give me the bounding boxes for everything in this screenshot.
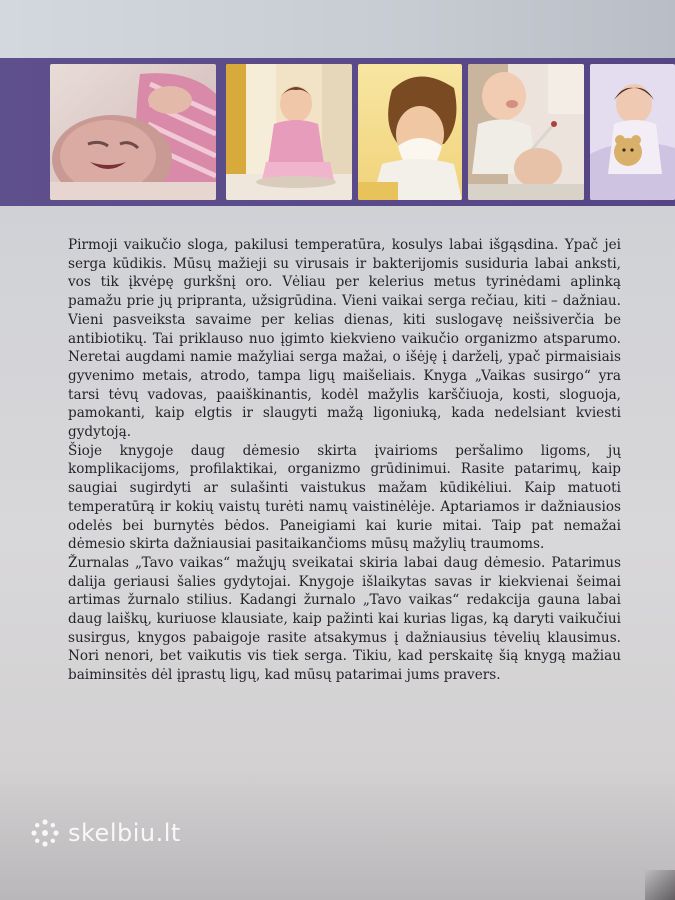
book-description (68, 236, 621, 685)
watermark-dots-icon (30, 818, 60, 848)
cover-top-edge (0, 0, 675, 58)
toddler-in-pink-photo (226, 64, 352, 200)
cover-corner-shadow (645, 870, 675, 900)
baby-with-thermometer-photo (468, 64, 584, 200)
description-paragraph-1: Pirmoji vaikučio sloga, pakilusi temperatūra, kosulys labai išgąsdina. Ypač jei serga kūdikis. Mūsų mažieji su virusais ir bakterijomis susiduria labai anksti, vos tik įkvėpę gurkšnį oro. Vėliau per kelerius metus tyrinėdami aplinką pamažu prie jų pripranta, užsigrūdina. Vieni vaikai serga rečiau, kiti – dažniau. Vieni pasveiksta savaime per kelias dienas, kiti suslogavę neišsiverčia be antibiotikų. Tai priklauso nuo įgimto kiekvieno vaikučio organizmo atsparumo. Neretai augdami namie mažyliai serga mažai, o išėję į darželį, ypač pirmaisiais gyvenimo metais, atrodo, tampa ligų maišeliais. Knyga „Vaikas susirgo“ yra tarsi tėvų vadovas, paaiškinantis, kodėl mažylis karščiuoja, kosti, sloguoja, pamokanti, kaip elgtis ir slaugyti mažą ligoniuką, kada nedelsiant kviesti gydytoją. (68, 237, 621, 441)
baby-with-teddy-photo (590, 64, 675, 200)
site-watermark (30, 818, 181, 848)
crying-baby-photo (50, 64, 216, 200)
description-paragraph-2: Šioje knygoje daug dėmesio skirta įvairioms peršalimo ligoms, jų komplikacijoms, profilaktikai, organizmo grūdinimui. Rasite patarimų, kaip saugiai sugirdyti ar sulašinti vaistukus mažam kūdikėliui. Kaip matuoti temperatūrą ir kokių vaistų turėti namų vaistinėlėje. Aptariamos ir dažniausios odelės bei burnytės bėdos. Paneigiami kai kurie mitai. Taip pat nemažai dėmesio skirta dažniausiai pasitaikančioms mūsų mažylių traumoms. (68, 442, 621, 553)
watermark-text: skelbiu.lt (68, 819, 181, 847)
description-paragraph-3: Žurnalas „Tavo vaikas“ mažųjų sveikatai skiria labai daug dėmesio. Patarimus dalija geriausi šalies gydytojai. Knygoje išlaikytas savas ir kiekvienai šeimai artimas žurnalo stilius. Kadangi žurnalo „Tavo vaikas“ redakcija gauna labai daug laiškų, kuriuose klausiate, kaip pažinti kai kurias ligas, ką daryti vaikučiui susirgus, knygos pabaigoje rasite atsakymus į dažniausius tėvelių klausimus. Nori nenori, bet vaikutis vis tiek serga. Tikiu, kad perskaitę šią knygą mažiau baiminsitės dėl įprastų ligų, kad mūsų patarimai jums pravers. (68, 554, 621, 684)
child-blowing-nose-photo (358, 64, 462, 200)
